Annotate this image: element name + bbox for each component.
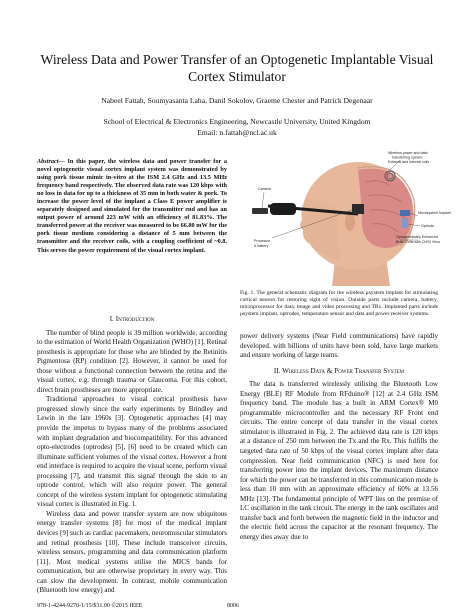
- label-processor: Processor: [254, 239, 271, 243]
- figure-1: [240, 148, 451, 286]
- intro-paragraph: Traditional approaches to visual cortical prosthesis have progressed slowly since the early experiments by Brindley and Lewin in the late 1960s [3]. Optogenetic approaches [4] may provide the impetus to bypass many of the problems associated with implant degradation and biocompatibility. For this advanced opto-electrodes (optrodes) [5], [6] need to be created which can illuminate sufficient volumes of the visual cortex. However a front end interface is required to acquire the visual scene, perform visual processing [7], and transmit this signal through the skin to an optrode control, which will also require power. The general concept of the wireless system implant for optogenetic stimulating visual cortex is illustrated in Fig. 1.: [37, 395, 227, 509]
- optrode: [402, 218, 408, 228]
- label-enhanced-2: Brain Cells with ChR2 Virus: [396, 240, 441, 244]
- abstract: [37, 158, 227, 255]
- ear-shape: [345, 213, 355, 231]
- camera: [252, 208, 268, 214]
- email: Email: n.fattah@ncl.ac.uk: [197, 128, 277, 137]
- label-microsystem: Microsystem implant: [418, 211, 451, 215]
- title-line-2: Cortex Stimulator: [188, 68, 286, 84]
- affiliation: School of Electrical & Electronics Engineering, Newcastle University, United Kingdom: [103, 117, 371, 126]
- figure-caption: Fig. 1. The general schematic diagram for the wireless μsystem implant for stimulating cortical neuron for restoring sight of vision. Outside parts include camera, battery, microprocessor for data, image and video processing and TRx. Implanted parts include μsystem implant, optrodes, temperature sensor and data and power receiver systems.: [240, 290, 438, 317]
- intro-paragraph: Wireless data and power transfer system are now ubiquitous energy transfer systems [8] for most of the medical implant devices [9] such as cardiac pacemakers, neuromuscular stimulators and retinal prosthesis [10]. These include transceiver circuits, wireless sensors, programming and data communication platform [11]. Most medical systems utilise the MICS bands for communication, but are otherwise proprietary in every way. This can slow the development. In contrast, mobile communication (Bluetooth low energy) and: [37, 509, 227, 595]
- label-transfer-3: External and internal coils: [388, 160, 430, 164]
- right-column: [240, 332, 438, 542]
- microsystem-implant: [400, 210, 410, 216]
- figure-1-illustration: [240, 148, 451, 286]
- footer-copyright: 978-1-4244-9270-1/15/$31.00 ©2015 IEEE: [37, 603, 143, 609]
- abstract-label: Abstract: [37, 158, 59, 165]
- section-heading-transfer: II. Wireless Data & Power Transfer System: [273, 366, 405, 375]
- label-transfer-2: transferring system: [392, 155, 423, 160]
- right-intro-paragraph: power delivery systems (Near Field communications) have rapidly developed. with billions of units have been sold, have large markets and ensure working of large teams.: [240, 332, 438, 360]
- label-camera: Camera: [258, 187, 271, 191]
- abstract-text: — In this paper, the wireless data and power transfer for a novel optogenetic visual cortex implant system was demonstrated by using pork tissue mimic in-vitro at the ISM 2.4 GHz and 13.5 MHz frequency band respectively. The observed data rate was 120 kbps with no loss in data for up to a thickness of 35 mm in both water & pork. To increase the power level of the implant a Class E power amplifier is separately designed and simulated for the transmitter end and has an output power of around 223 mW with an efficiency of 81.83%. The transferred power at the receiver was measured to be 66.80 mW for the pork tissue medium considering a distance of 5 mm between the transmitter and the receiver coils, with a coupling coefficient of ~0.8. This serves the power requirement of the visual cortex implant.: [37, 158, 227, 254]
- author-list: Nabeel Fattah, Soumyasanta Laha, Danil Sokolov, Graeme Chester and Patrick Degenaar: [101, 96, 373, 105]
- label-battery: & battery: [254, 244, 269, 248]
- paper-title: [20, 52, 454, 85]
- title-line-1: Wireless Data and Power Transfer of an Optogenetic Implantable Visual: [40, 52, 434, 67]
- glasses-lens: [270, 203, 296, 215]
- intro-column: [37, 315, 227, 596]
- transfer-paragraph: The data is transferred wirelessly utilising the Bluetooth Low Energy (BLE) RF Module from RFduino® [12] at 2.4 GHz ISM frequency band. The module has a built in ARM Cortex® M0 programmable microcontroller and the necessary RF Front end circuits. The entire concept of data transfer in the visual cortex stimulator is illustrated in Fig. 2. The achieved data rate is 120 kbps at a distance of 250 mm between the Tx and the Rx. This fulfills the targeted data rate of 50 kbps of the visual cortex implant after data compression. Near field communication (NFC) is used here for transferring power into the implant devices. The maximum distance for which the power can be transferred in this communication mode is less than 10 mm with an approximate efficiency of 60% at 13.56 MHz [13]. The fundamental principle of WPT lies on the premise of LC oscillation in the tank circuit. The energy in the tank oscillates and transfer back and forth between the magnetic field in the inductor and the electric field across the capacitor at the resonant frequency. The energy dies away due to: [240, 380, 438, 541]
- label-optrode: Optrode: [421, 224, 434, 228]
- intro-paragraph: The number of blind people is 39 million worldwide, according to the estimation of World Health Organization (WHO) [1]. Retinal prosthesis is appropriate for those who are blinded by the Retinitis Pigmentosa (RP) condition [2]. However, it cannot be used for those without a functional connection between the retina and the visual cortex, e.g. through trauma or Glaucoma. For this cohort, direct brain prostheses are more appropriate.: [37, 328, 227, 394]
- affiliation-block: [20, 116, 454, 138]
- page-number: 8006: [227, 603, 239, 609]
- section-heading-intro: I. Introduction: [109, 315, 155, 323]
- label-transfer-1: Wireless power and data: [388, 151, 428, 155]
- processor-box: [352, 204, 364, 214]
- label-enhanced-1: Optogenetically Enhanced: [396, 235, 438, 239]
